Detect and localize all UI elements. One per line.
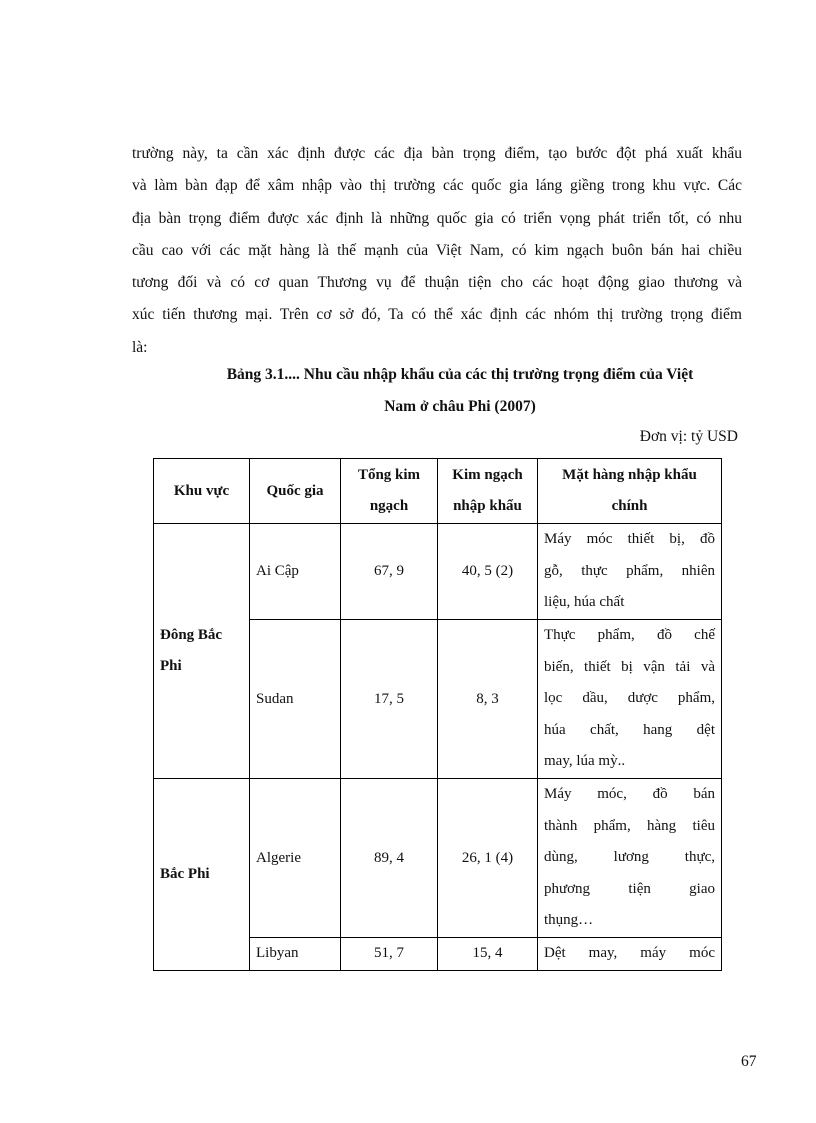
unit-label: Đơn vị: tỷ USD [639,428,738,445]
header-total: Tổng kim ngạch [341,459,438,524]
paragraph-line: là: [132,338,148,356]
table-header-row [154,459,722,524]
import-cell: 15, 4 [438,938,538,971]
total-cell: 89, 4 [341,779,438,938]
total-cell: 67, 9 [341,524,438,620]
region-cell-northeast: Đông Bắc Phi [154,524,250,779]
header-goods: Mặt hàng nhập khẩu chính [538,459,722,524]
goods-cell: Máy móc thiết bị, đồ gỗ, thực phẩm, nhiên liệu, húa chất [538,524,722,620]
page-number: 67 [741,1053,757,1070]
import-cell: 40, 5 (2) [438,524,538,620]
import-cell: 8, 3 [438,620,538,779]
total-cell: 17, 5 [341,620,438,779]
header-country: Quốc gia [250,459,341,524]
goods-cell: Thực phẩm, đồ chế biến, thiết bị vận tải và lọc dầu, dược phẩm, húa chất, hang dệt may, lúa mỳ.. [538,620,722,779]
table-caption-line1: Bảng 3.1.... Nhu cầu nhập khẩu của các thị trường trọng điểm của Việt [226,366,694,383]
header-import: Kim ngạch nhập khẩu [438,459,538,524]
paragraph-line: trường này, ta cần xác định được các địa bàn trọng điểm, tạo bước đột phá xuất khẩu [132,145,742,162]
country-cell: Libyan [250,938,341,971]
paragraph-line: địa bàn trọng điểm được xác định là những quốc gia có triển vọng phát triển tốt, có nhu [132,209,742,227]
goods-cell: Máy móc, đồ bán thành phẩm, hàng tiêu dùng, lương thực, phương tiện giao thụng… [538,779,722,938]
country-cell: Ai Cập [250,524,341,620]
table-caption-line2: Nam ở châu Phi (2007) [384,398,536,415]
import-demand-table [153,458,722,971]
paragraph-line: và làm bàn đạp để xâm nhập vào thị trường các quốc gia láng giềng trong khu vực. Các [132,177,742,195]
region-cell-north: Bắc Phi [154,779,250,971]
import-cell: 26, 1 (4) [438,779,538,938]
goods-cell: Dệt may, máy móc [538,938,722,971]
paragraph-line: cầu cao với các mặt hàng là thế mạnh của Việt Nam, có kim ngạch buôn bán hai chiều [132,241,742,259]
paragraph-line: xúc tiến thương mại. Trên cơ sở đó, Ta có thể xác định các nhóm thị trường trọng điểm [132,306,742,324]
paragraph-line: tương đối và có cơ quan Thương vụ để thuận tiện cho các hoạt động giao thương và [132,274,742,292]
country-cell: Sudan [250,620,341,779]
header-region: Khu vực [154,459,250,524]
table-row [154,779,722,938]
country-cell: Algerie [250,779,341,938]
table-row [154,524,722,620]
total-cell: 51, 7 [341,938,438,971]
body-paragraph [132,138,742,364]
